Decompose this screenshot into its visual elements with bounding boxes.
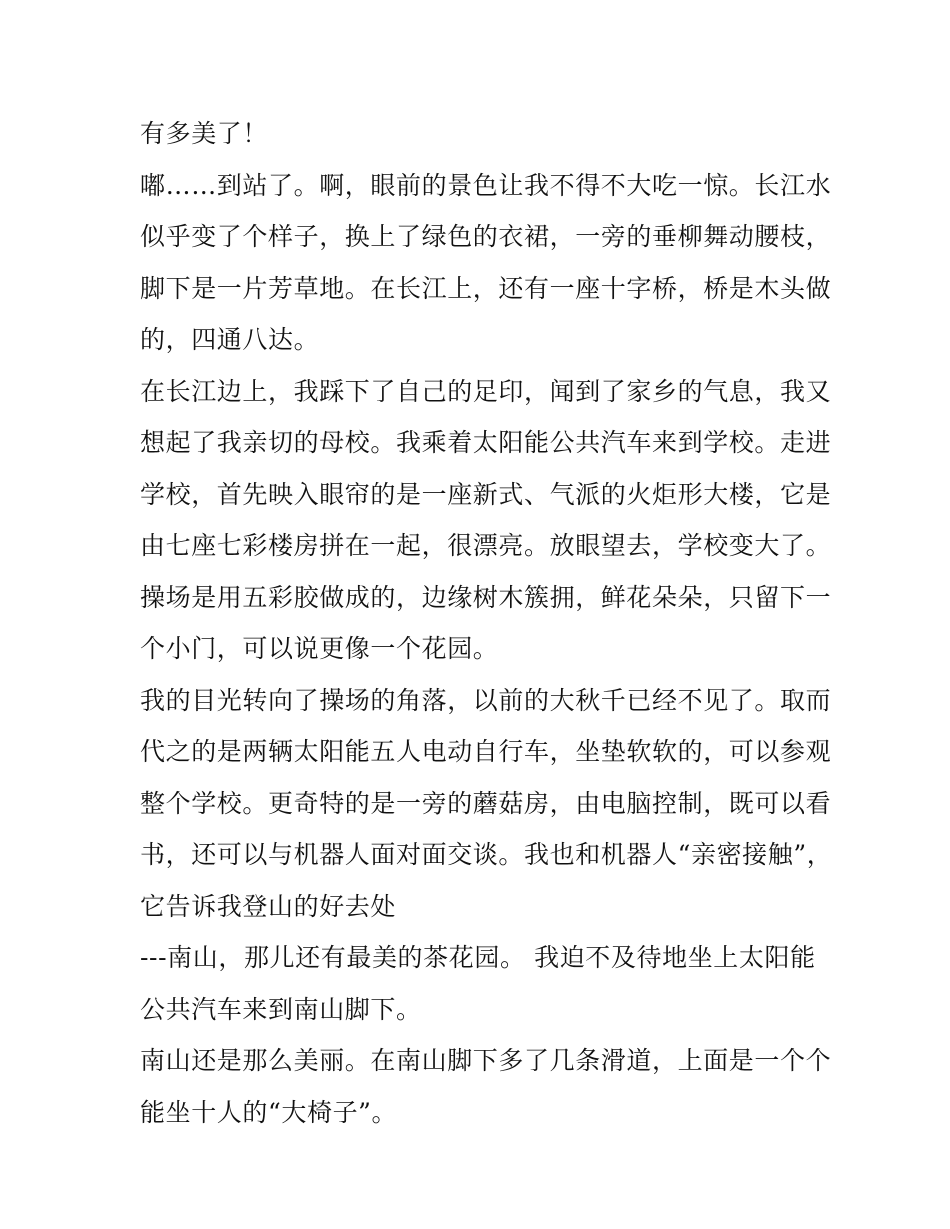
text-line: 学校，首先映入眼帘的是一座新式、气派的火炬形大楼，它是 [140,479,832,509]
text-line: 书，还可以与机器人面对面交谈。我也和机器人“亲密接触”， [140,840,833,869]
text-line: 在长江边上，我踩下了自己的足印，闻到了家乡的气息，我又 [140,376,832,406]
text-line: 似乎变了个样子，换上了绿色的衣裙，一旁的垂柳舞动腰枝， [140,222,832,251]
text-line: 脚下是一片芳草地。在长江上，还有一座十字桥，桥是木头做 [140,273,832,303]
text-line: 个小门，可以说更像一个花园。 [140,634,499,663]
text-line: 南山还是那么美丽。在南山脚下多了几条滑道，上面是一个个 [140,1046,832,1075]
text-line: 整个学校。更奇特的是一旁的蘑菇房，由电脑控制，既可以看 [140,788,832,818]
text-line: 由七座七彩楼房拼在一起，很漂亮。放眼望去，学校变大了。 [140,531,832,560]
text-line: 的，四通八达。 [140,325,320,354]
document-body [140,108,833,1138]
text-line: 公共汽车来到南山脚下。 [140,994,422,1024]
text-line: 有多美了！ [140,119,269,148]
text-line: 能坐十人的“大椅子”。 [140,1097,398,1127]
text-line: 代之的是两辆太阳能五人电动自行车，坐垫软软的，可以参观 [140,737,832,766]
text-line: 我的目光转向了操场的角落，以前的大秋千已经不见了。取而 [140,685,832,715]
text-line: 嘟……到站了。啊，眼前的景色让我不得不大吃一惊。长江水 [140,170,832,200]
text-line: 操场是用五彩胶做成的，边缘树木簇拥，鲜花朵朵，只留下一 [140,582,832,612]
text-line: 想起了我亲切的母校。我乘着太阳能公共汽车来到学校。走进 [140,428,832,457]
text-line: 它告诉我登山的好去处 [140,891,397,921]
text-line: ---南山，那儿还有最美的茶花园。 我迫不及待地坐上太阳能 [140,943,816,972]
